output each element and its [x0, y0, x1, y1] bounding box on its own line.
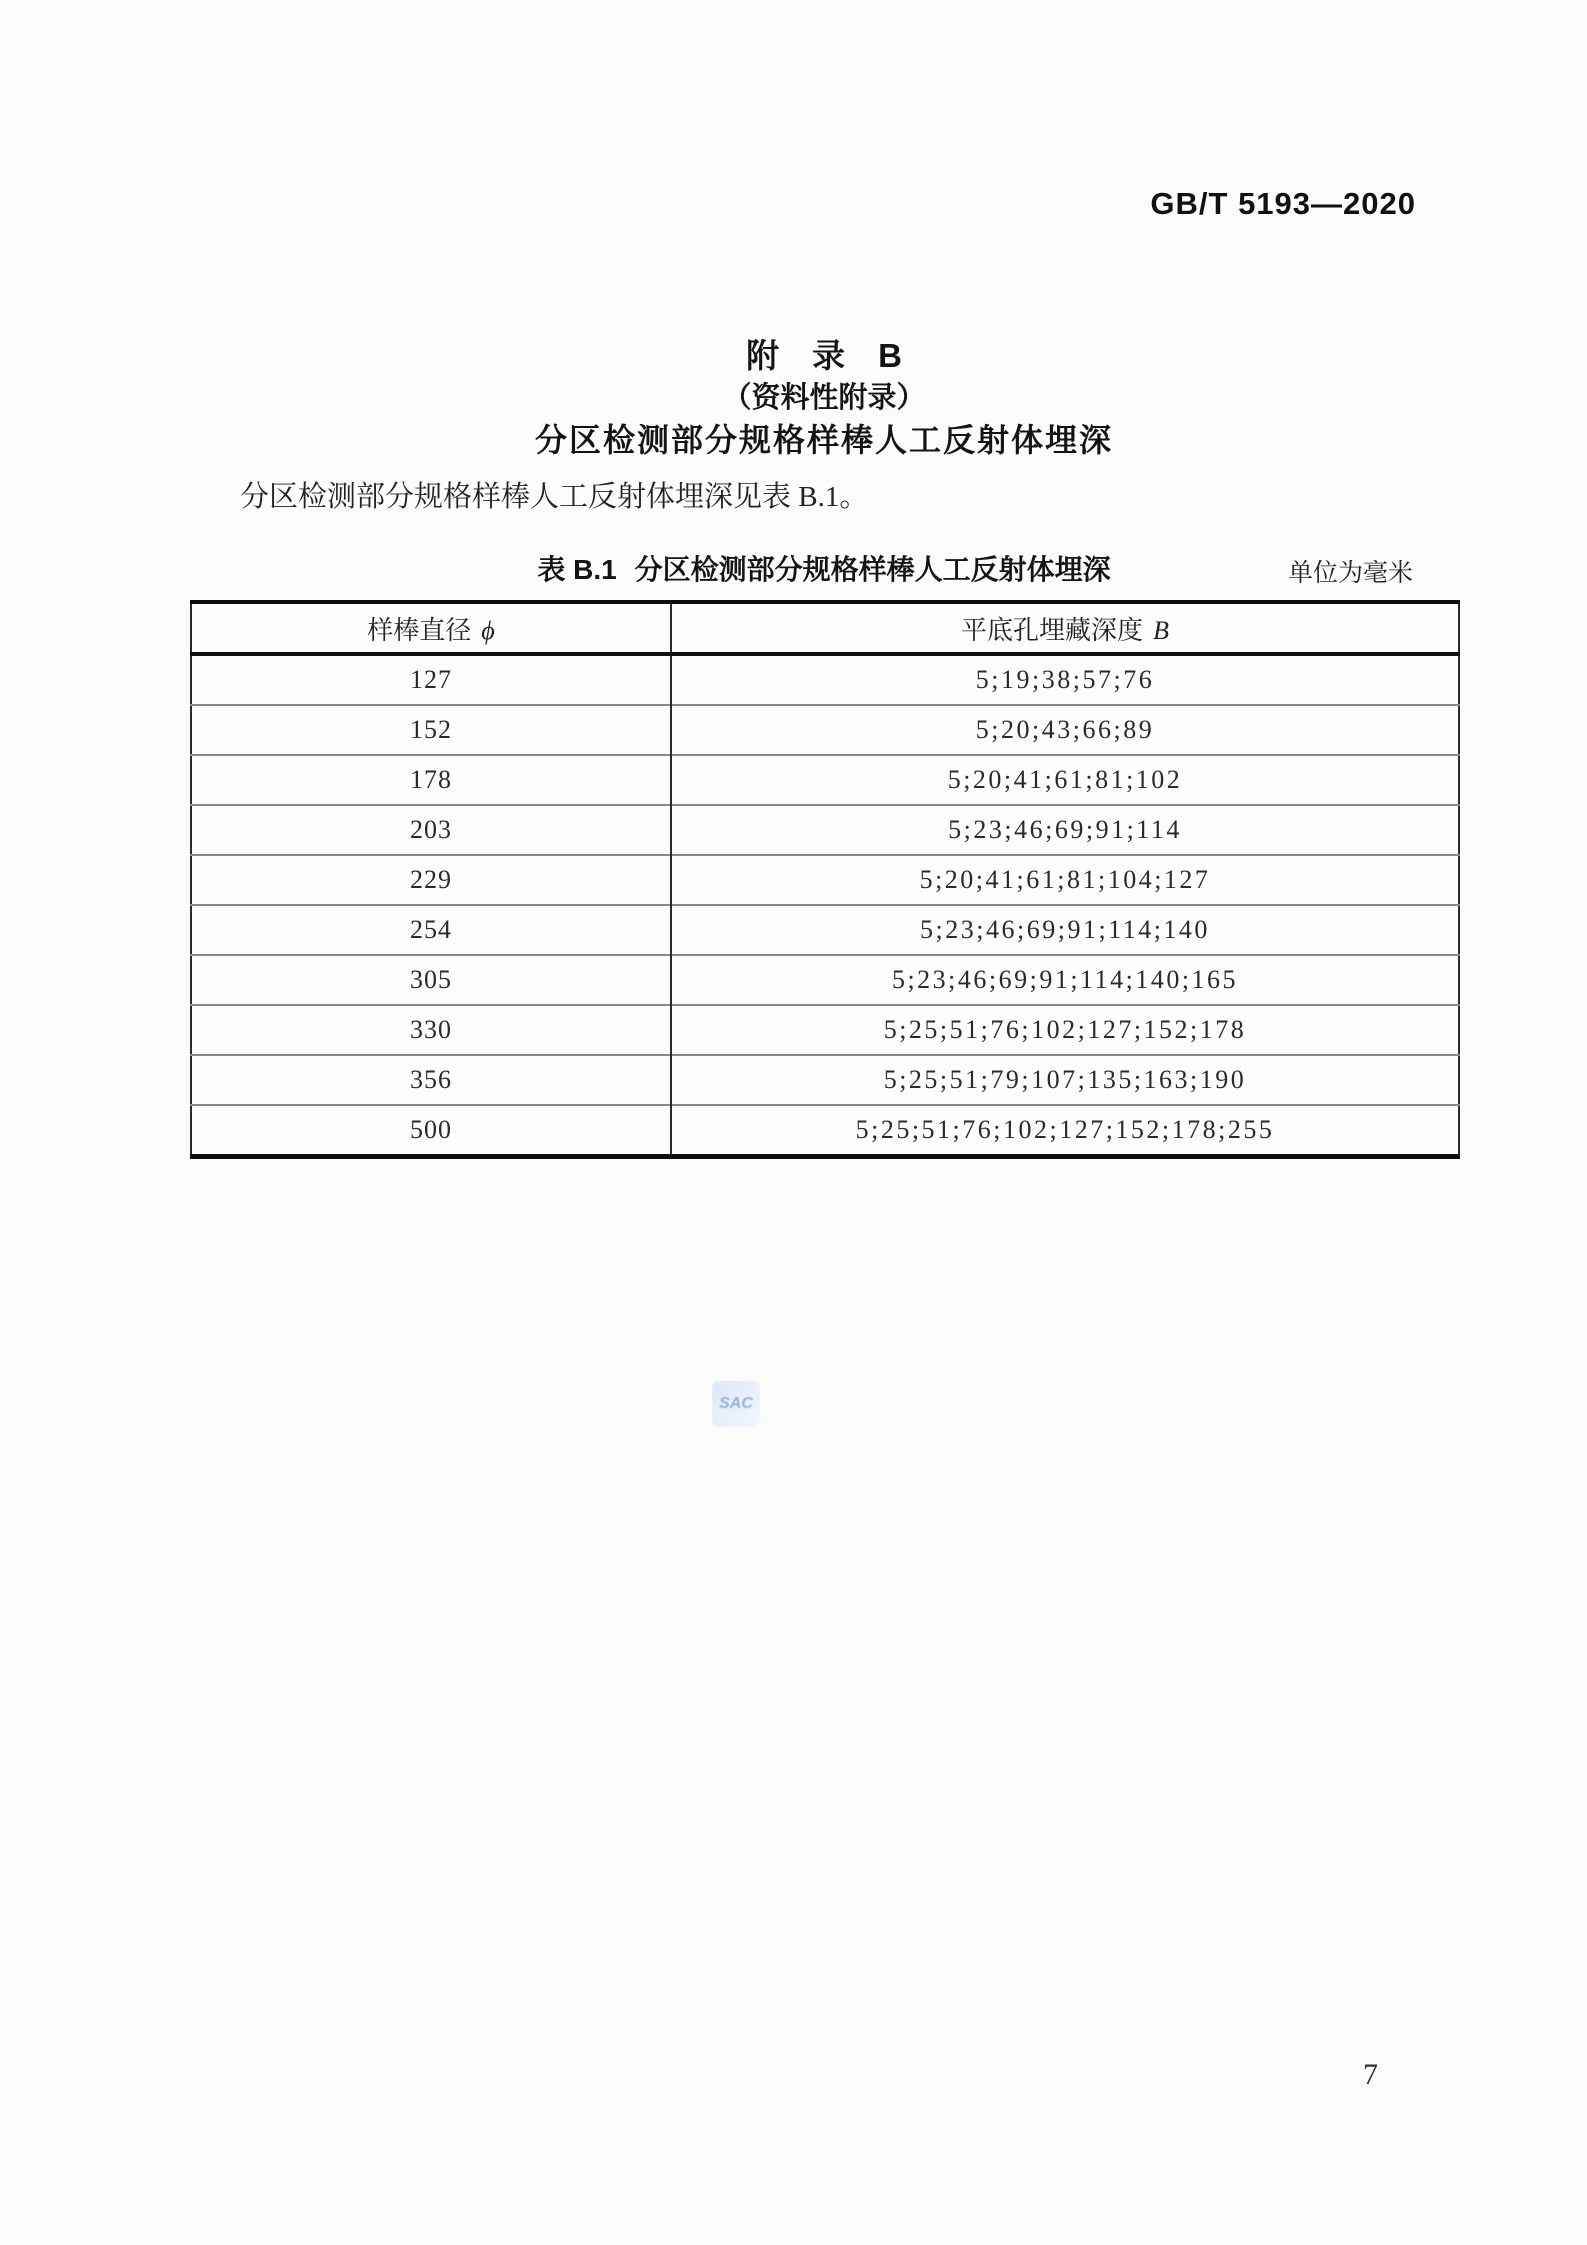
appendix-title: 附 录 B [746, 337, 902, 374]
diameter-cell: 356 [191, 1055, 671, 1105]
table-row [191, 705, 1459, 755]
diameter-cell: 152 [191, 705, 671, 755]
b-symbol: B [1153, 615, 1169, 645]
table-row [191, 855, 1459, 905]
table-caption-row [190, 548, 1458, 588]
table-row [191, 805, 1459, 855]
table-row [191, 654, 1459, 705]
table-header-row [191, 602, 1459, 654]
depths-cell: 5;23;46;69;91;114 [671, 805, 1459, 855]
intro-paragraph: 分区检测部分规格样棒人工反射体埋深见表 B.1。 [240, 481, 869, 513]
depths-cell: 5;25;51;76;102;127;152;178 [671, 1005, 1459, 1055]
diameter-cell: 178 [191, 755, 671, 805]
depths-cell: 5;19;38;57;76 [975, 665, 1155, 694]
depths-cell: 5;20;41;61;81;104;127 [671, 855, 1459, 905]
diameter-cell: 229 [191, 855, 671, 905]
depths-cell: 5;23;46;69;91;114;140;165 [671, 955, 1459, 1005]
unit-note: 单位为毫米 [1287, 560, 1413, 587]
table-row [191, 1105, 1459, 1157]
depths-cell: 5;25;51;76;102;127;152;178;255 [671, 1105, 1459, 1157]
column-header-depth [671, 602, 1459, 654]
diameter-cell: 254 [191, 905, 671, 955]
specimen-depth-table [190, 600, 1460, 1159]
appendix-heading: 分区检测部分规格样棒人工反射体埋深 [534, 422, 1113, 458]
table-caption [190, 548, 1458, 588]
depths-cell: 5;23;46;69;91;114;140 [671, 905, 1459, 955]
column-header-diameter-label: 样棒直径 [367, 615, 472, 645]
table-row [191, 1005, 1459, 1055]
table-caption-title: 分区检测部分规格样棒人工反射体埋深 [634, 554, 1111, 585]
diameter-cell: 500 [191, 1105, 671, 1157]
depths-cell: 5;25;51;79;107;135;163;190 [671, 1055, 1459, 1105]
table-row [191, 955, 1459, 1005]
standard-number: GB/T 5193—2020 [1150, 186, 1416, 221]
depths-cell: 5;20;43;66;89 [671, 705, 1459, 755]
diameter-cell: 330 [191, 1005, 671, 1055]
depths-cell: 5;20;41;61;81;102 [671, 755, 1459, 805]
table-caption-label: 表 B.1 [537, 554, 617, 585]
table-row [191, 905, 1459, 955]
diameter-cell: 203 [191, 805, 671, 855]
table-body [191, 654, 1459, 1157]
table-row [191, 755, 1459, 805]
column-header-diameter [191, 602, 671, 654]
phi-symbol: ϕ [481, 615, 495, 645]
column-header-depth-label: 平底孔埋藏深度 [961, 615, 1144, 645]
sac-watermark-logo [712, 1381, 760, 1427]
table-row [191, 1055, 1459, 1105]
diameter-cell: 127 [191, 654, 671, 705]
appendix-subtitle: （资料性附录） [722, 382, 926, 414]
diameter-cell: 305 [191, 955, 671, 1005]
sac-watermark-label: SAC [719, 1395, 753, 1412]
page-number: 7 [1363, 2058, 1378, 2091]
